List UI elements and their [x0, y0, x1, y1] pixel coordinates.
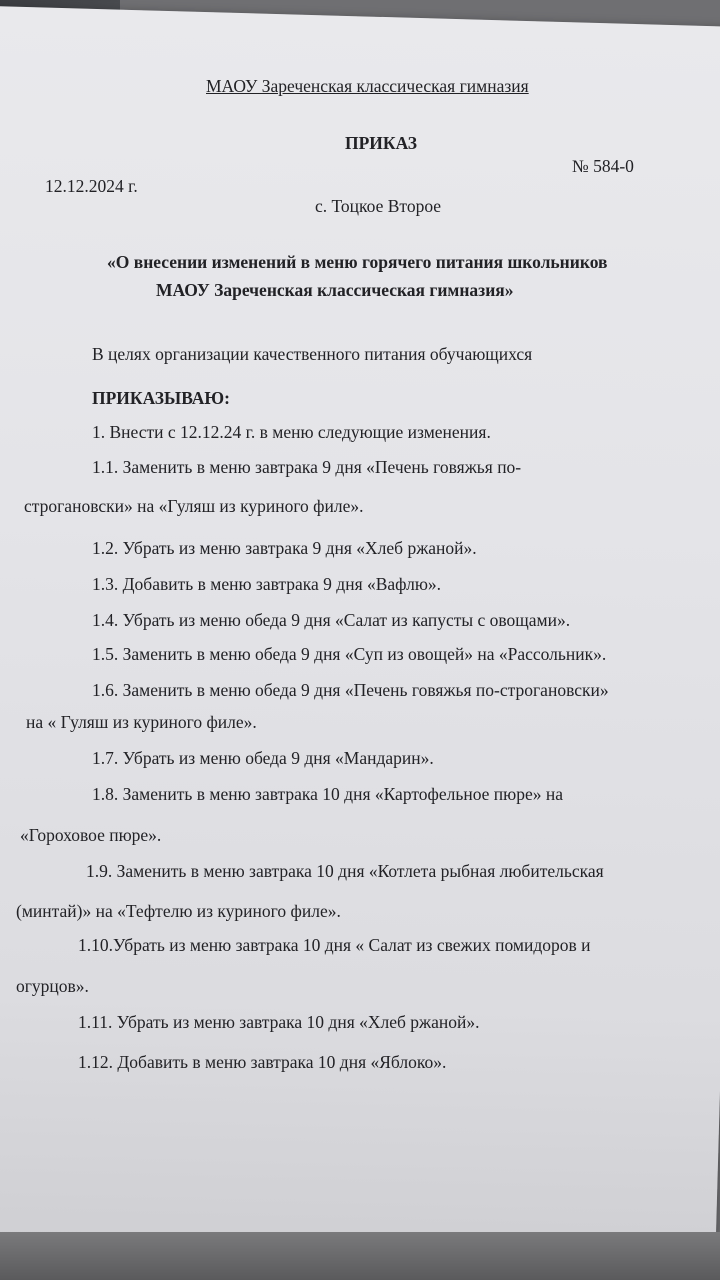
item-1-4: 1.4. Убрать из меню обеда 9 дня «Салат из капусты с овощами». [92, 610, 571, 630]
item-1-8-line1: 1.8. Заменить в меню завтрака 10 дня «Картофельное пюре» на [92, 784, 564, 804]
item-1: 1. Внести с 12.12.24 г. в меню следующие изменения. [92, 422, 491, 442]
item-1-10-line1: 1.10.Убрать из меню завтрака 10 дня « Салат из свежих помидоров и [78, 935, 591, 955]
doc-place: с. Тоцкое Второе [315, 196, 442, 216]
item-1-2: 1.2. Убрать из меню завтрака 9 дня «Хлеб ржаной». [92, 538, 477, 558]
doc-date: 12.12.2024 г. [45, 176, 138, 196]
org-header: МАОУ Зареченская классическая гимназия [206, 76, 529, 96]
item-1-7: 1.7. Убрать из меню обеда 9 дня «Мандарин». [92, 748, 434, 768]
item-1-8-line2: «Гороховое пюре». [20, 825, 162, 845]
floor-edge [0, 1232, 720, 1280]
item-1-10-line2: огурцов». [16, 976, 89, 996]
item-1-3: 1.3. Добавить в меню завтрака 9 дня «Вафлю». [92, 574, 442, 594]
item-1-6-line2: на « Гуляш из куриного филе». [26, 712, 257, 732]
item-1-11: 1.11. Убрать из меню завтрака 10 дня «Хлеб ржаной». [78, 1012, 480, 1032]
item-1-12: 1.12. Добавить в меню завтрака 10 дня «Яблоко». [78, 1052, 447, 1072]
doc-title-line2: МАОУ Зареченская классическая гимназия» [156, 280, 514, 300]
item-1-9-line1: 1.9. Заменить в меню завтрака 10 дня «Котлета рыбная любительская [86, 861, 604, 881]
doc-number: № 584-0 [572, 156, 634, 176]
item-1-5: 1.5. Заменить в меню обеда 9 дня «Суп из овощей» на «Рассольник». [92, 644, 607, 664]
item-1-6-line1: 1.6. Заменить в меню обеда 9 дня «Печень говяжья по-строгановски» [92, 680, 609, 700]
item-1-9-line2: (минтай)» на «Тефтелю из куриного филе». [16, 901, 341, 921]
order-word: ПРИКАЗЫВАЮ: [92, 388, 230, 408]
doc-type: ПРИКАЗ [345, 133, 418, 153]
intro-text: В целях организации качественного питания обучающихся [92, 344, 533, 364]
item-1-1-line2: строгановски» на «Гуляш из куриного филе». [24, 496, 364, 516]
doc-title-line1: «О внесении изменений в меню горячего питания школьников [107, 252, 608, 272]
item-1-1-line1: 1.1. Заменить в меню завтрака 9 дня «Печень говяжья по- [92, 457, 522, 477]
